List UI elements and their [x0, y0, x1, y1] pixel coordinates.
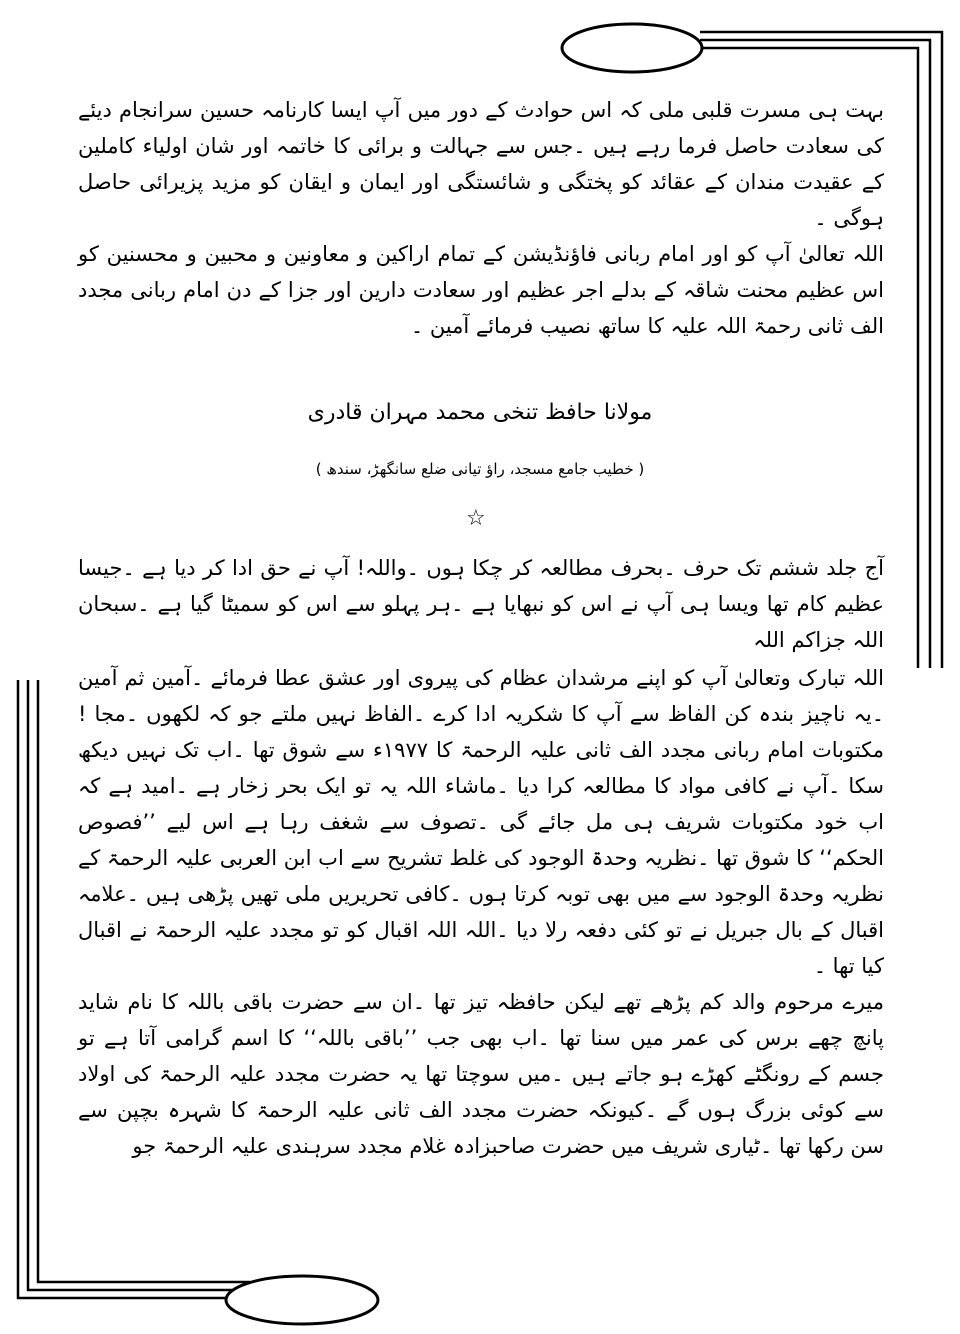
memoir-text-block	[78, 984, 884, 1164]
signature-title: ( خطیب جامع مسجد، راؤ تیانی ضلع سانگھڑ، سندھ )	[315, 460, 645, 478]
letter-text-block	[78, 550, 884, 658]
top-decorative-oval	[562, 24, 702, 72]
signature-name: مولانا حافظ تنخی محمد مہران قادری	[307, 400, 653, 425]
letter-continuation-block	[78, 660, 884, 984]
paragraph: اللہ تبارک وتعالیٰ آپ کو اپنے مرشدان عظام کی پیروی اور عشق عطا فرمائے ۔آمین ثم آمین ۔یہ ناچیز بندہ کن الفاظ سے آپ کا شکریہ ادا کرے ۔الفاظ نہیں ملتے جو کہ لکھوں ۔مجا !مکتوبات امام ربانی مجدد الف ثانی علیہ الرحمۃ کا ۱۹۷۷ء سے شوق تھا ۔اب تک نہیں دیکھ سکا ۔آپ نے کافی مواد کا مطالعہ کرا دیا ۔ماشاء اللہ یہ تو ایک بحر زخار ہے ۔امید ہے کہ اب خود مکتوبات شریف ہی مل جائے گی ۔تصوف سے شغف رہا ہے اس لیے ’’فصوص الحکم‘‘ کا شوق تھا ۔نظریہ وحدۃ الوجود کی غلط تشریح سے اب ابن العربی علیہ الرحمۃ کے نظریہ وحدۃ الوجود سے میں بھی توبہ کرتا ہوں ۔کافی تحریریں ملی تھیں پڑھی ہیں ۔علامہ اقبال کے بال جبریل نے تو کئی دفعہ رلا دیا ۔اللہ اللہ اقبال کو تو مجدد علیہ الرحمۃ نے اقبال کیا تھا ۔	[78, 666, 884, 978]
paragraph: میرے مرحوم والد کم پڑھے تھے لیکن حافظہ تیز تھا ۔ان سے حضرت باقی باللہ کا نام شاید پانچ چھے برس کی عمر میں سنا تھا ۔اب بھی جب ’’باقی باللہ‘‘ کا اسم گرامی آتا ہے تو جسم کے رونگٹے کھڑے ہو جاتے ہیں ۔میں سوچتا تھا یہ حضرت مجدد علیہ الرحمۃ کی اولاد سے کوئی بزرگ ہوں گے ۔کیونکہ حضرت مجدد الف ثانی علیہ الرحمۃ کا شہرہ بچپن سے سن رکھا تھا ۔ٹیاری شریف میں حضرت صاحبزادہ غلام مجدد سرہندی علیہ الرحمۃ جو	[78, 990, 884, 1158]
paragraph: آج جلد ششم تک حرف ۔بحرف مطالعہ کر چکا ہوں ۔واللہ! آپ نے حق ادا کر دیا ہے ۔جیسا عظیم کام تھا ویسا ہی آپ نے اس کو نبھایا ہے ۔ہر پہلو سے اس کو سمیٹا گیا ہے ۔سبحان اللہ جزاکم اللہ	[78, 556, 884, 652]
star-separator-icon: ☆	[466, 506, 486, 531]
bottom-decorative-oval	[226, 1276, 378, 1324]
paragraph: بہت ہی مسرت قلبی ملی کہ اس حوادث کے دور میں آپ ایسا کارنامہ حسین سرانجام دیئے کی سعادت حاصل فرما رہے ہیں ۔جس سے جہالت و برائی کا خاتمہ اور شان اولیاء کاملین کے عقیدت مندان کے عقائد کو پختگی و شائستگی اور ایمان و ایقان کو مزید پزیرائی حاصل ہوگی ۔	[78, 98, 884, 230]
paragraph: اللہ تعالیٰ آپ کو اور امام ربانی فاؤنڈیشن کے تمام اراکین و معاونین و محبین و محسنین کو اس عظیم محنت شاقہ کے بدلے اجر عظیم اور سعادت دارین اور جزا کے دن امام ربانی مجدد الف ثانی رحمۃ اللہ علیہ کا ساتھ نصیب فرمائے آمین ۔	[78, 242, 884, 338]
intro-text-block	[78, 92, 884, 344]
